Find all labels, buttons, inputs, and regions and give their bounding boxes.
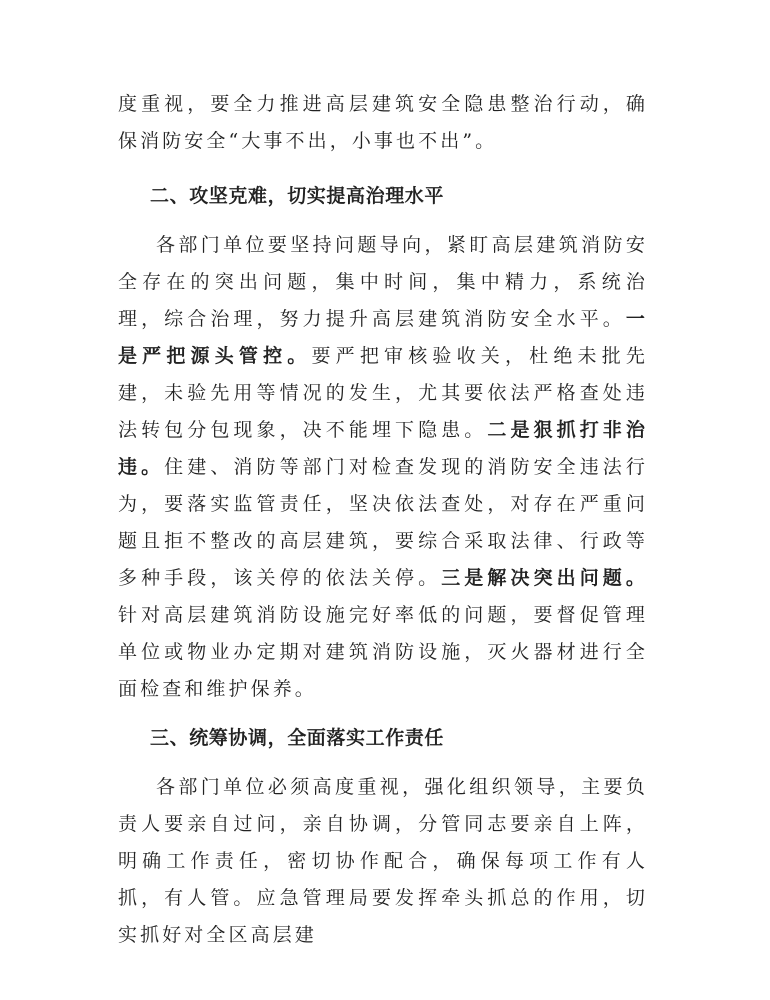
section-heading-3: 三、统筹协调，全面落实工作责任 xyxy=(150,727,445,749)
paragraph-continued: 度重视，要全力推进高层建筑安全隐患整治行动，确保消防安全“大事不出，小事也不出”。 xyxy=(118,93,648,152)
bold-point-2: 二是狠抓打非治违。 xyxy=(118,419,648,478)
paragraph-text: 要严把审核验收关，杜绝未批先建，未验先用等情况的发生，尤其要依法严格查处违法转包分包现象，决不能埋下隐患。 xyxy=(118,345,648,441)
section-heading-2: 二、攻坚克难，切实提高治理水平 xyxy=(150,185,445,207)
paragraph-text: 针对高层建筑消防设施完好率低的问题，要督促管理单位或物业办定期对建筑消防设施，灭火器材进行全面检查和维护保养。 xyxy=(118,604,648,700)
paragraph-section-3: 各部门单位必须高度重视，强化组织领导，主要负责人要亲自过问，亲自协调，分管同志要亲自上阵，明确工作责任，密切协作配合，确保每项工作有人抓，有人管。应急管理局要发挥牵头抓总的作用，切实抓好对全区高层建 xyxy=(118,776,648,946)
paragraph-text: 各部门单位要坚持问题导向，紧盯高层建筑消防安全存在的突出问题，集中时间，集中精力，系统治理，综合治理，努力提升高层建筑消防安全水平。 xyxy=(118,234,648,330)
bold-point-1: 一是严把源头管控。 xyxy=(118,308,648,367)
document-page xyxy=(118,86,648,954)
paragraph-text: 住建、消防等部门对检查发现的消防安全违法行为，要落实监管责任，坚决依法查处，对存在严重问题且拒不整改的高层建筑，要综合采取法律、行政等多种手段，该关停的依法关停。 xyxy=(118,456,648,589)
bold-point-3: 三是解决突出问题。 xyxy=(441,567,648,589)
paragraph-section-2 xyxy=(118,227,648,708)
